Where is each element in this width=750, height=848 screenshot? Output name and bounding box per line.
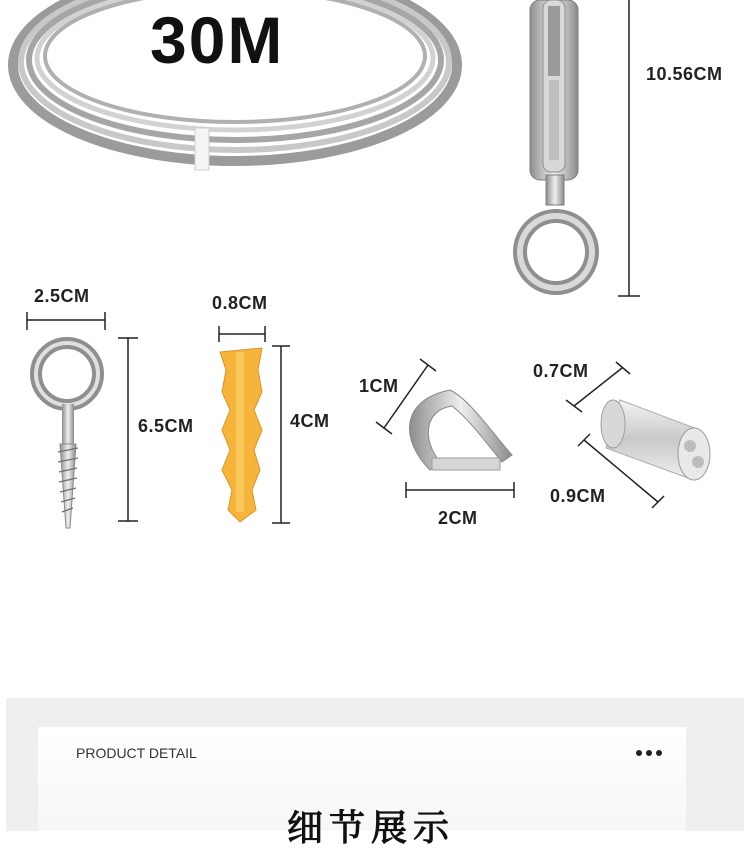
turnbuckle-dimension-line	[618, 0, 640, 296]
thimble-height-label: 1CM	[359, 376, 399, 396]
eye-screw-width-label: 2.5CM	[34, 286, 90, 306]
cable-length-label: 30M	[150, 3, 285, 77]
sleeve-diameter-label: 0.7CM	[533, 361, 589, 381]
turnbuckle-image	[520, 0, 592, 288]
turnbuckle-length-label: 10.56CM	[646, 64, 723, 84]
eye-screw-length-label: 6.5CM	[138, 416, 194, 436]
wall-anchor-image	[220, 348, 262, 522]
thimble-image	[410, 390, 512, 470]
more-dots-icon[interactable]	[636, 744, 668, 762]
eye-screw-image	[36, 343, 98, 528]
sleeve-length-label: 0.9CM	[550, 486, 606, 506]
anchor-length-label: 4CM	[290, 411, 330, 431]
product-detail-tag: PRODUCT DETAIL	[76, 745, 197, 761]
anchor-width-label: 0.8CM	[212, 293, 268, 313]
thimble-width-label: 2CM	[438, 508, 478, 528]
product-detail-title: 细节展示	[287, 807, 456, 848]
